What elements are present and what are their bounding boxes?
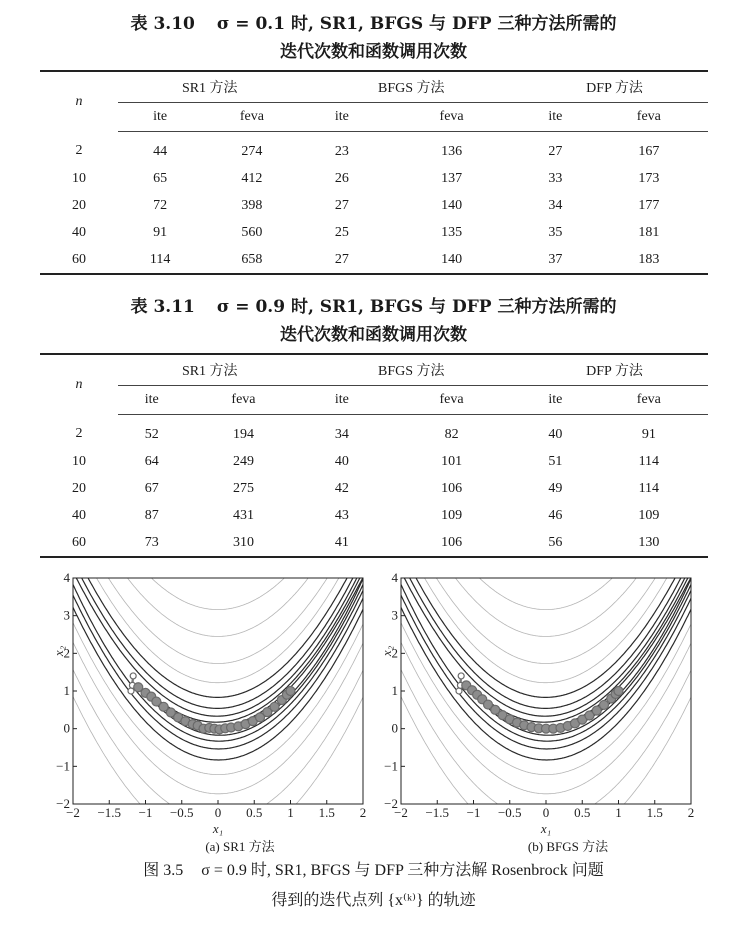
table1-group-dfp: DFP 方法: [521, 71, 708, 103]
table-cell: 114: [638, 453, 660, 469]
table-cell: 40: [334, 453, 349, 469]
table1-group-sr1: SR1 方法: [118, 71, 302, 103]
table-row: [40, 502, 708, 529]
table2-label: 表 3.11: [130, 297, 195, 317]
y-tick-label: 0: [391, 720, 398, 736]
contour-line: [546, 578, 691, 730]
contour-lines: [73, 541, 363, 842]
table-cell: 73: [118, 529, 185, 557]
contour-line: [88, 542, 349, 664]
table2-subheader: [40, 386, 708, 415]
subheader-feva: feva: [590, 386, 708, 415]
table-cell: 33: [548, 170, 563, 186]
figure-caption-line1: [0, 856, 747, 886]
trajectory-point: [128, 688, 134, 694]
table1-group-header: [40, 71, 708, 103]
table-cell: 275: [232, 480, 254, 496]
table-cell: 37: [521, 246, 590, 274]
table2-group-header: [40, 354, 708, 386]
y-axis-label: x₂: [379, 645, 394, 657]
table-cell: 658: [202, 246, 301, 274]
table-cell: 412: [241, 170, 263, 186]
table-cell: 249: [232, 453, 254, 469]
x-tick-label: −2: [394, 805, 408, 820]
y-tick-label: −1: [56, 758, 70, 774]
contour-line: [401, 607, 691, 760]
table-row: [40, 415, 708, 449]
table2: [40, 353, 708, 558]
table-cell: 27: [302, 246, 383, 274]
x-tick-label: 0.5: [574, 805, 591, 820]
y-tick-label: 0: [63, 720, 70, 736]
table-cell: 109: [638, 507, 660, 523]
contour-line: [218, 578, 363, 729]
table-cell: 137: [441, 170, 463, 186]
y-tick-label: 2: [391, 645, 398, 661]
table2-caption-line1: [0, 293, 747, 321]
x-axis-label: x₁: [212, 821, 224, 836]
cell-n: 40: [72, 507, 86, 523]
table2-header-n: n: [40, 354, 118, 415]
subheader-ite: ite: [302, 103, 383, 132]
table-cell: 43: [334, 507, 349, 523]
subcaption-sr1: (a) SR1 方法: [205, 839, 275, 854]
contour-line: [78, 541, 359, 683]
contour-line: [73, 566, 363, 717]
subheader-ite: ite: [118, 103, 202, 132]
table-cell: 136: [441, 143, 463, 159]
table1-caption: [0, 10, 747, 66]
trajectory-point: [614, 687, 623, 696]
x-tick-label: 0: [214, 805, 222, 820]
table2-group-bfgs: BFGS 方法: [302, 354, 522, 386]
table2-caption: [0, 293, 747, 349]
table-cell: 130: [590, 529, 708, 557]
cell-n: 60: [40, 246, 118, 274]
table1-subheader: [40, 103, 708, 132]
table2-title-line2: 迭代次数和函数调用次数: [280, 325, 467, 345]
trajectory-point: [286, 687, 295, 696]
contour-line: [474, 572, 692, 723]
table-cell: 431: [232, 507, 254, 523]
plot-frame: [73, 578, 363, 804]
table-cell: 87: [144, 507, 159, 523]
x-axis-label: x₁: [540, 821, 552, 836]
table-row: [40, 529, 708, 557]
table-cell: 56: [521, 529, 590, 557]
x-tick-label: −0.5: [169, 805, 194, 820]
y-tick-label: 4: [391, 570, 398, 585]
table2-title-line1: σ = 0.9 时, SR1, BFGS 与 DFP 三种方法所需的: [216, 297, 617, 317]
table-cell: 52: [144, 426, 159, 442]
table-cell: 27: [548, 143, 563, 159]
y-tick-label: −2: [56, 796, 70, 811]
cell-n: 10: [72, 170, 86, 186]
table-row: [40, 132, 708, 166]
table1-caption-line1: [0, 10, 747, 38]
table-cell: 194: [232, 426, 254, 442]
table-cell: 135: [441, 224, 463, 240]
table-cell: 91: [153, 224, 168, 240]
subheader-ite: ite: [118, 386, 185, 415]
x-tick-label: −1.5: [97, 805, 122, 820]
table-cell: 82: [444, 426, 459, 442]
y-tick-label: 3: [391, 607, 398, 623]
table-cell: 106: [441, 480, 463, 496]
table1-title-line2: 迭代次数和函数调用次数: [280, 42, 467, 62]
subcaption-bfgs: (b) BFGS 方法: [527, 839, 609, 854]
subheader-feva: feva: [590, 103, 708, 132]
table-cell: 274: [241, 143, 263, 159]
figure-label: 图 3.5: [143, 862, 184, 879]
table-cell: 114: [638, 480, 660, 496]
table1: [40, 70, 708, 275]
table-cell: 106: [382, 529, 521, 557]
table-cell: 114: [118, 246, 202, 274]
y-axis-label: x₂: [51, 645, 66, 657]
table-cell: 40: [548, 426, 563, 442]
trajectory-point: [130, 673, 136, 679]
table-row: [40, 475, 708, 502]
cell-n: 40: [72, 224, 86, 240]
table-cell: 64: [144, 453, 159, 469]
table-cell: 101: [441, 453, 463, 469]
table-cell: 67: [144, 480, 159, 496]
cell-n: 2: [75, 143, 83, 159]
subheader-feva: feva: [202, 103, 301, 132]
table-cell: 41: [302, 529, 383, 557]
trajectory-point: [600, 700, 609, 709]
table-cell: 23: [334, 143, 349, 159]
subheader-feva: feva: [382, 103, 521, 132]
table-cell: 140: [441, 197, 463, 213]
table-cell: 26: [334, 170, 349, 186]
figure-caption: [0, 856, 747, 916]
table-row: [40, 246, 708, 274]
contour-line: [546, 578, 691, 729]
x-tick-label: 1: [287, 805, 294, 820]
table-cell: 140: [382, 246, 521, 274]
contour-lines: [401, 541, 691, 842]
y-tick-label: −2: [384, 796, 398, 811]
contour-line: [416, 542, 677, 664]
trajectory-point: [270, 702, 279, 711]
table-cell: 181: [638, 224, 660, 240]
table-cell: 27: [334, 197, 349, 213]
figure-caption-line2: 得到的迭代点列 {x⁽ᵏ⁾} 的轨迹: [271, 892, 476, 909]
trajectory-point: [456, 688, 462, 694]
x-tick-label: 0: [542, 805, 550, 820]
bfgs-contour-plot: [379, 570, 703, 840]
table-cell: 44: [153, 143, 168, 159]
x-tick-label: 2: [687, 805, 695, 820]
subheader-ite: ite: [521, 103, 590, 132]
figure-caption-text1: σ = 0.9 时, SR1, BFGS 与 DFP 三种方法解 Rosenbrock 问题: [201, 862, 604, 879]
subheader-ite: ite: [302, 386, 383, 415]
table-row: [40, 448, 708, 475]
table-cell: 183: [590, 246, 708, 274]
table-cell: 109: [441, 507, 463, 523]
table2-group-dfp: DFP 方法: [521, 354, 708, 386]
y-tick-label: 3: [63, 607, 70, 623]
table-cell: 35: [548, 224, 563, 240]
table2-group-sr1: SR1 方法: [118, 354, 302, 386]
x-tick-label: 0.5: [246, 805, 263, 820]
trajectory-point: [458, 673, 464, 679]
sr1-contour-plot: [51, 570, 375, 840]
table-cell: 177: [638, 197, 660, 213]
x-tick-label: 2: [359, 805, 367, 820]
contour-line: [73, 670, 363, 821]
cell-n: 10: [72, 453, 86, 469]
x-tick-label: 1.5: [646, 805, 663, 820]
y-tick-label: −1: [384, 758, 398, 774]
y-tick-label: 1: [63, 683, 70, 698]
cell-n: 20: [72, 480, 86, 496]
table-cell: 51: [548, 453, 563, 469]
cell-n: 2: [75, 426, 83, 442]
table1-label: 表 3.10: [130, 14, 195, 34]
plot-frame: [401, 578, 691, 804]
table-cell: 560: [241, 224, 263, 240]
x-tick-label: −1: [466, 805, 481, 820]
contour-line: [73, 607, 363, 760]
table-row: [40, 219, 708, 246]
table-cell: 173: [638, 170, 660, 186]
table-cell: 34: [334, 426, 349, 442]
y-tick-label: 1: [391, 683, 398, 698]
x-tick-label: 1.5: [318, 805, 335, 820]
subheader-feva: feva: [382, 386, 521, 415]
table-cell: 167: [638, 143, 660, 159]
cell-n: 20: [72, 197, 86, 213]
contour-line: [406, 541, 687, 683]
y-tick-label: 4: [63, 570, 70, 585]
table-cell: 398: [241, 197, 263, 213]
x-tick-label: −1: [138, 805, 153, 820]
table-row: [40, 192, 708, 219]
table-cell: 65: [153, 170, 168, 186]
table1-group-bfgs: BFGS 方法: [302, 71, 522, 103]
table-cell: 91: [641, 426, 656, 442]
table1-title-line1: σ = 0.1 时, SR1, BFGS 与 DFP 三种方法所需的: [216, 14, 617, 34]
x-tick-label: −2: [66, 805, 80, 820]
y-tick-label: 2: [63, 645, 70, 661]
table-cell: 42: [334, 480, 349, 496]
table-cell: 46: [548, 507, 563, 523]
x-tick-label: −0.5: [497, 805, 522, 820]
subheader-ite: ite: [521, 386, 590, 415]
table-cell: 49: [548, 480, 563, 496]
x-tick-label: −1.5: [425, 805, 450, 820]
contour-line: [218, 578, 363, 730]
cell-n: 60: [40, 529, 118, 557]
table-cell: 25: [334, 224, 349, 240]
contour-line: [401, 566, 691, 717]
contour-line: [401, 670, 691, 821]
table1-header-n: n: [40, 71, 118, 132]
table-row: [40, 165, 708, 192]
contour-line: [146, 572, 364, 723]
table-cell: 34: [548, 197, 563, 213]
x-tick-label: 1: [615, 805, 622, 820]
table-cell: 72: [153, 197, 168, 213]
table-cell: 310: [185, 529, 301, 557]
subheader-feva: feva: [185, 386, 301, 415]
